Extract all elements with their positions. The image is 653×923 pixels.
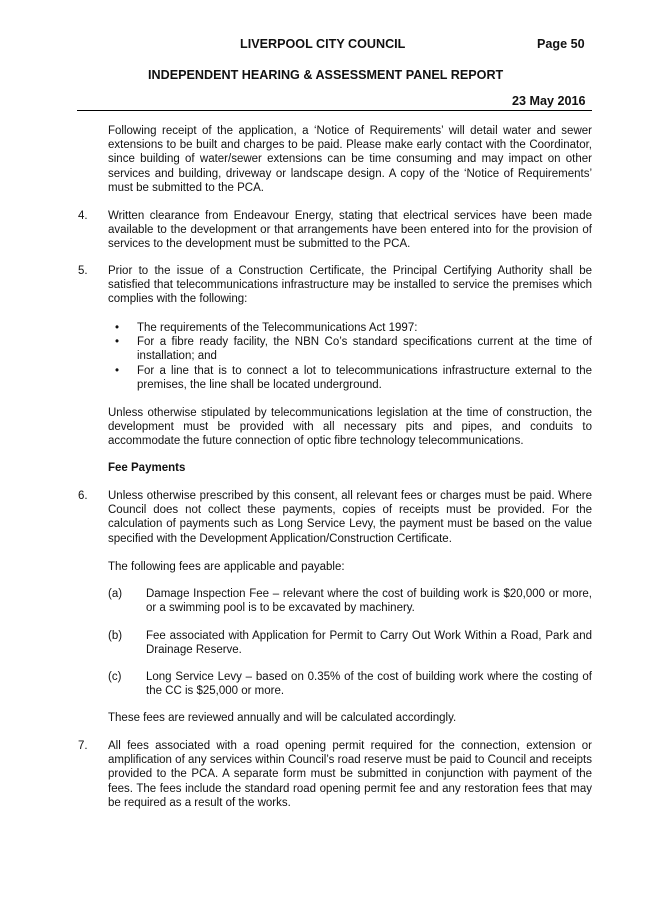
item6-number: 6. — [78, 490, 88, 502]
item7-text: All fees associated with a road opening permit required for the connection, extension or amplification of any services within Council’s road reserve must be paid to Council and receipts provided to the PCA. A separate form must be submitted in conjunction with payment of the fees. The fees include the standard road opening permit fee and any restoration fees that may be required as a result of the works. — [108, 740, 592, 809]
item6-intro: The following fees are applicable and payable: — [108, 561, 345, 573]
subitem-a-label: (a) — [108, 588, 123, 600]
item6-note: These fees are reviewed annually and will be calculated accordingly. — [108, 712, 457, 724]
header-rule — [77, 110, 592, 111]
subitem-b-label: (b) — [108, 630, 123, 642]
item4-text: Written clearance from Endeavour Energy, stating that electrical services have been made available to the development or that arrangements have been entered into for the provision of services to the development must be submitted to the PCA. — [108, 210, 592, 251]
subitem-c-label: (c) — [108, 671, 122, 683]
bullet-item-3: For a line that is to connect a lot to telecommunications infrastructure external to the premises, the line shall be located underground. — [137, 365, 592, 392]
intro-paragraph: Following receipt of the application, a ‘Notice of Requirements’ will detail water and sewer extensions to be built and charges to be paid. Please make early contact with the Coordinator, since building of water/sewer extensions can be time consuming and may impact on other services and building, driveway or landscape design. A copy of the ‘Notice of Requirements’ must be submitted to the PCA. — [108, 125, 592, 194]
bullet-dot: • — [115, 322, 120, 334]
page-number: Page 50 — [537, 37, 585, 51]
report-date: 23 May 2016 — [512, 94, 586, 108]
bullet-dot: • — [115, 365, 120, 377]
item5-number: 5. — [78, 265, 88, 277]
item5-followup: Unless otherwise stipulated by telecommunications legislation at the time of construction, the development must be provided with all necessary pits and pipes, and conduits to accommodate the future connection of optic fibre technology telecommunications. — [108, 407, 592, 448]
subitem-b-text: Fee associated with Application for Permit to Carry Out Work Within a Road, Park and Drainage Reserve. — [146, 630, 592, 657]
bullet-dot: • — [115, 336, 120, 348]
item4-number: 4. — [78, 210, 88, 222]
subitem-c-text: Long Service Levy – based on 0.35% of the cost of building work where the costing of the CC is $25,000 or more. — [146, 671, 592, 698]
bullet-item-1: The requirements of the Telecommunications Act 1997: — [137, 322, 418, 334]
item5-text: Prior to the issue of a Construction Certificate, the Principal Certifying Authority shall be satisfied that telecommunications infrastructure may be installed to service the premises which complies with the following: — [108, 265, 592, 306]
bullet-item-2: For a fibre ready facility, the NBN Co’s standard specifications current at the time of installation; and — [137, 336, 592, 363]
fee-payments-heading: Fee Payments — [108, 462, 186, 474]
council-name: LIVERPOOL CITY COUNCIL — [240, 37, 406, 51]
report-title: INDEPENDENT HEARING & ASSESSMENT PANEL REPORT — [148, 68, 504, 82]
subitem-a-text: Damage Inspection Fee – relevant where the cost of building work is $20,000 or more, or a swimming pool is to be excavated by machinery. — [146, 588, 592, 615]
item7-number: 7. — [78, 740, 88, 752]
item6-text: Unless otherwise prescribed by this consent, all relevant fees or charges must be paid. Where Council does not collect these payments, copies of receipts must be provided. For the calculation of payments such as Long Service Levy, the payment must be based on the value specified with the Development Application/Construction Certificate. — [108, 490, 592, 545]
